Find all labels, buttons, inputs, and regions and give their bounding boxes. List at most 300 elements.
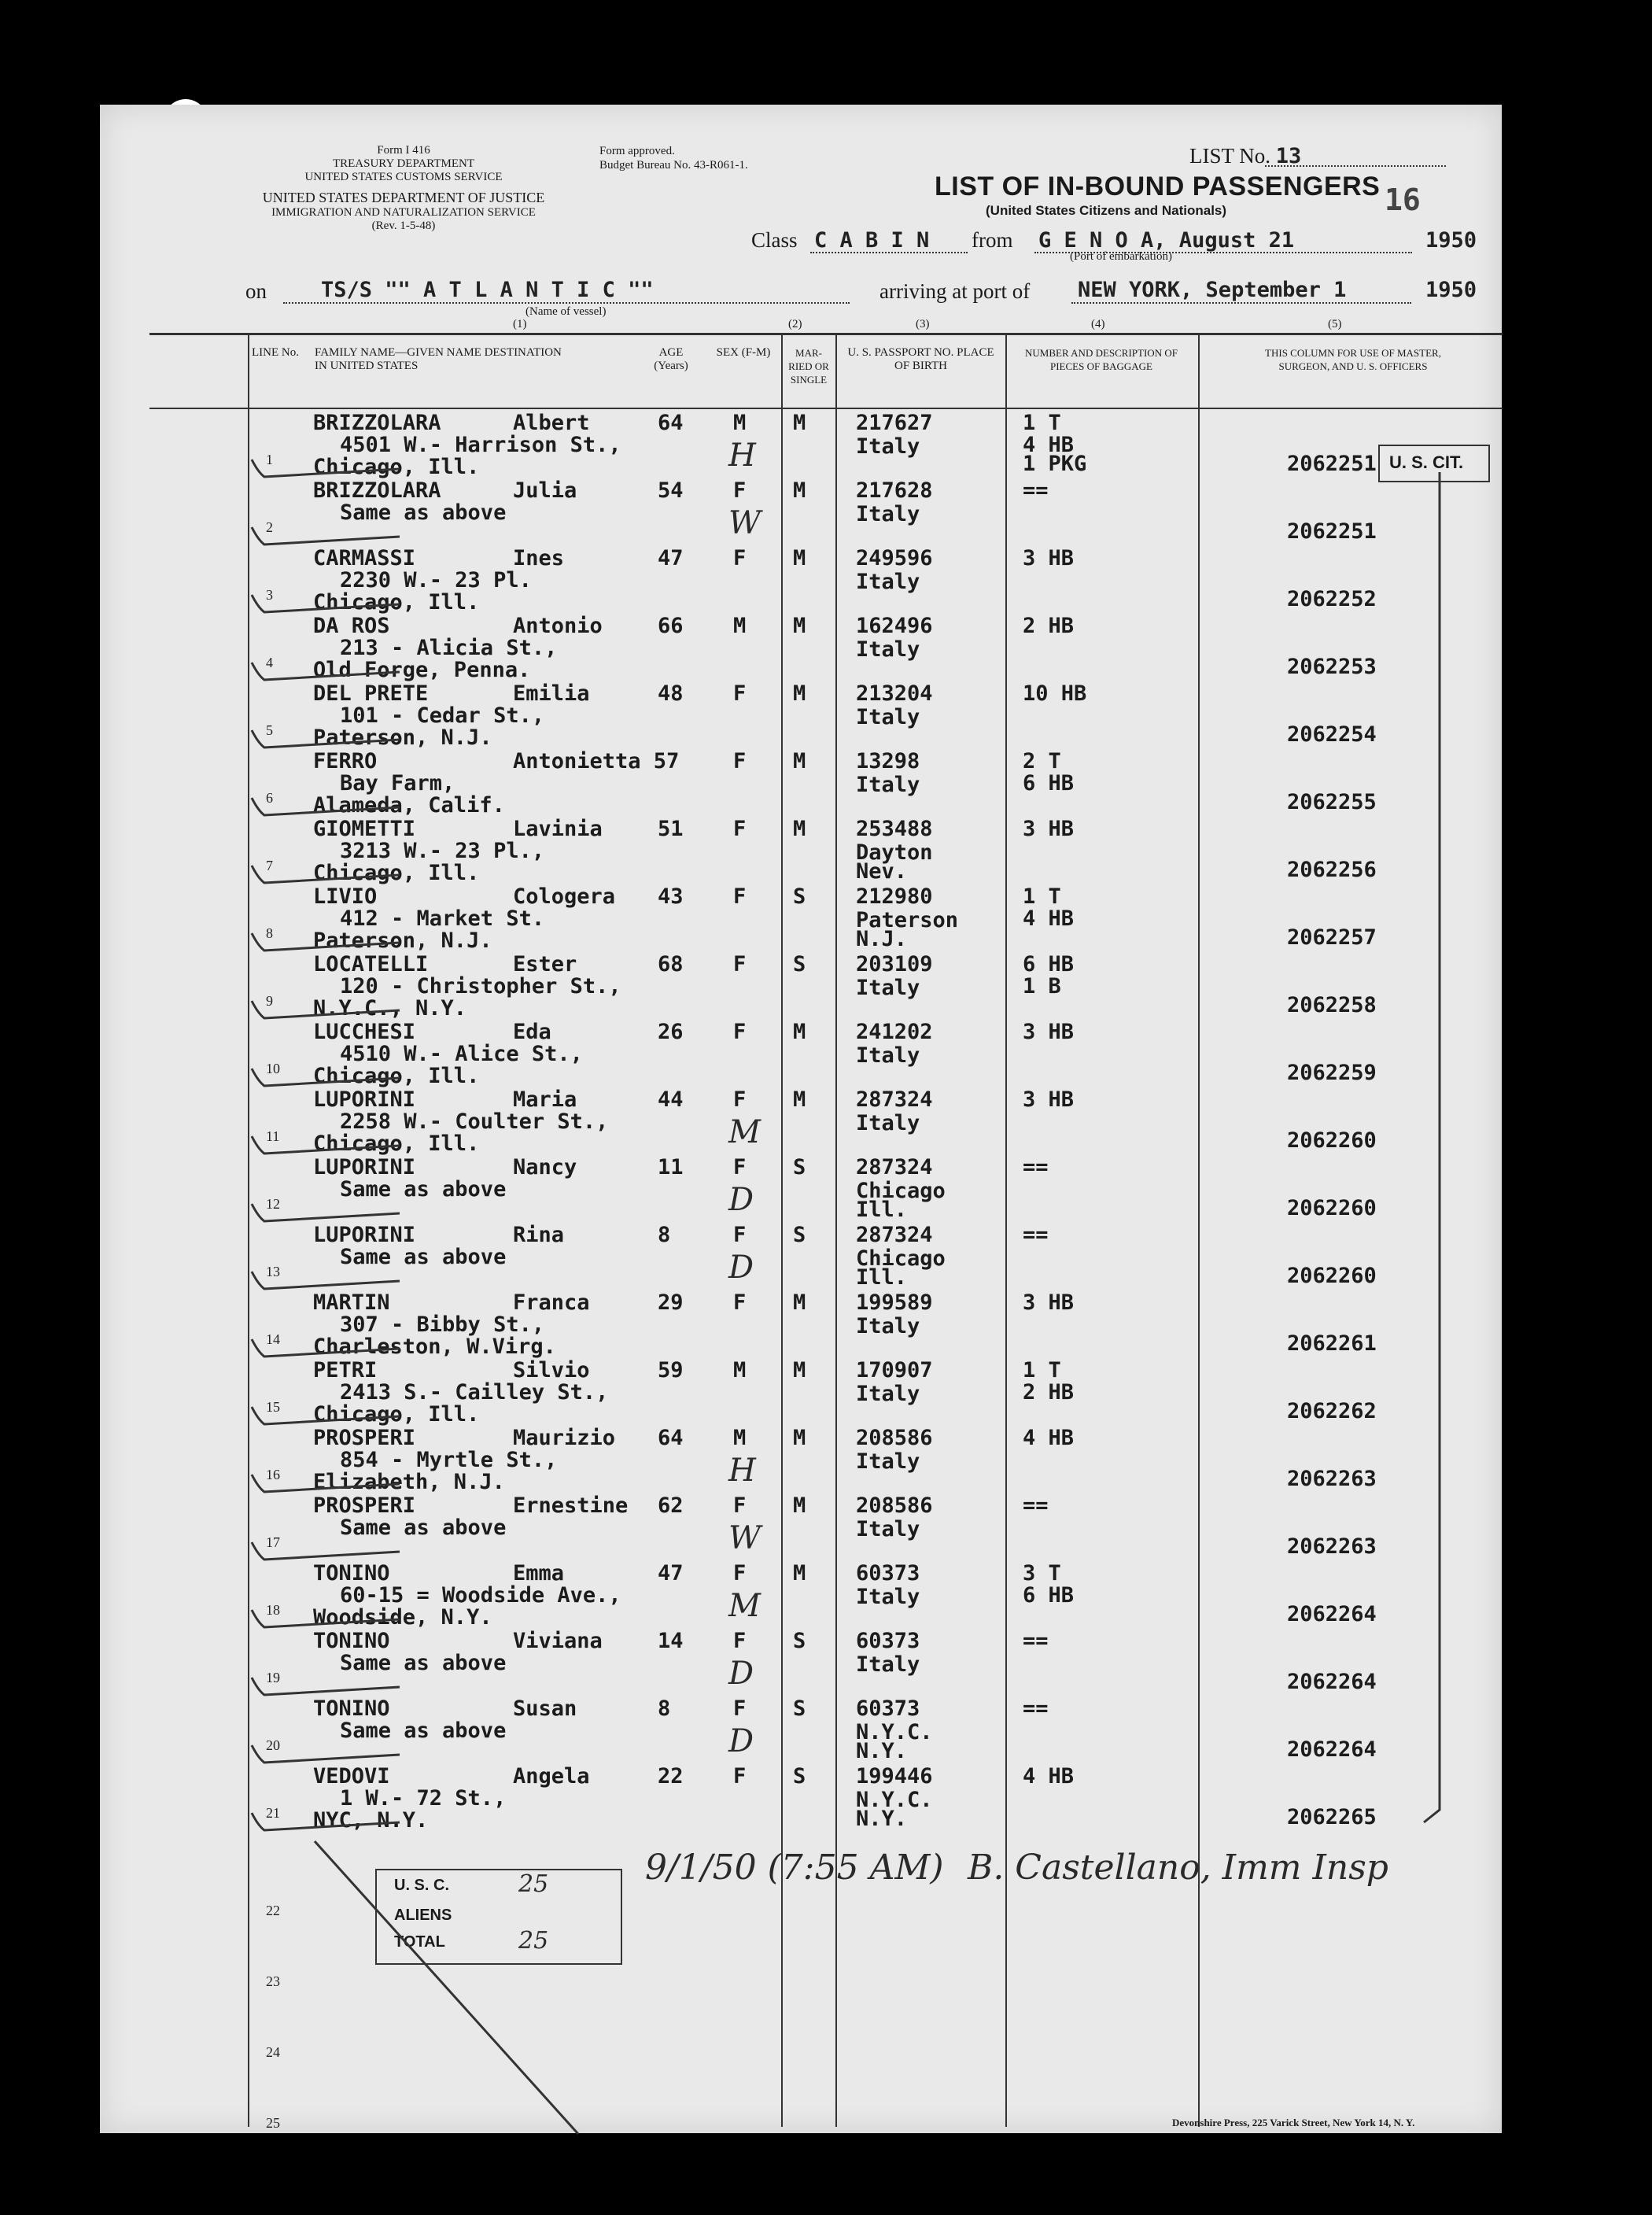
surname: DA ROS	[313, 614, 390, 638]
table-row	[0, 884, 1652, 952]
line-number: 2	[266, 519, 273, 535]
page-number: 16	[1385, 183, 1421, 217]
given-name: Emilia	[513, 681, 590, 706]
place-of-birth: Dayton	[856, 840, 933, 865]
baggage-2: 1 B	[1023, 974, 1061, 999]
surname: LOCATELLI	[313, 952, 429, 976]
officer-number: 2062264	[1287, 1737, 1377, 1762]
marital-status: M	[793, 1290, 806, 1315]
age: 66	[658, 614, 684, 638]
baggage-1: ==	[1023, 1629, 1049, 1653]
surname: LIVIO	[313, 884, 378, 909]
officer-number: 2062263	[1287, 1467, 1377, 1491]
address-line-1: 101 - Cedar St.,	[340, 703, 545, 728]
check-mark-icon	[250, 1058, 407, 1089]
check-mark-icon	[250, 1396, 407, 1427]
surname: BRIZZOLARA	[313, 411, 441, 435]
given-name: Maurizio	[513, 1426, 616, 1450]
address-line-2: Chicago, Ill.	[313, 1131, 480, 1156]
column-number-2: (2)	[788, 318, 802, 330]
place-of-birth-2: N.J.	[856, 927, 908, 951]
sex: M	[733, 1358, 747, 1383]
table-row	[0, 1426, 1652, 1493]
place-of-birth: Chicago	[856, 1179, 946, 1203]
baggage-1: 1 T	[1023, 1358, 1061, 1383]
passport-number: 60373	[856, 1696, 920, 1721]
baggage-1: ==	[1023, 478, 1049, 503]
check-mark-icon	[250, 1734, 407, 1766]
sex: F	[733, 478, 747, 503]
header-married: MAR- RIED OR SINGLE	[788, 347, 829, 386]
baggage-1: 2 HB	[1023, 614, 1075, 638]
age: 26	[658, 1020, 684, 1044]
passport-number: 208586	[856, 1493, 933, 1518]
check-mark-icon	[250, 1193, 407, 1224]
address-line-2: Chicago, Ill.	[313, 1064, 480, 1088]
column-number-4: (4)	[1091, 318, 1105, 330]
check-mark-icon	[250, 1667, 407, 1698]
line-number: 10	[266, 1061, 280, 1076]
passport-number: 170907	[856, 1358, 933, 1383]
class-label: Class	[751, 228, 798, 252]
sex: M	[733, 411, 747, 435]
given-name: Julia	[513, 478, 577, 503]
officer-number: 2062260	[1287, 1264, 1377, 1288]
age: 51	[658, 817, 684, 841]
sex: F	[733, 1087, 747, 1112]
age: 8	[658, 1696, 671, 1721]
baggage-1: ==	[1023, 1223, 1049, 1247]
marital-status: M	[793, 411, 806, 435]
passport-number: 199589	[856, 1290, 933, 1315]
passport-number: 60373	[856, 1629, 920, 1653]
column-number-5: (5)	[1328, 318, 1342, 330]
sex: F	[733, 1155, 747, 1179]
ins-label: IMMIGRATION AND NATURALIZATION SERVICE	[271, 206, 536, 219]
place-of-birth: Paterson	[856, 908, 959, 932]
officer-number: 2062254	[1287, 722, 1377, 747]
officer-number: 2062264	[1287, 1602, 1377, 1626]
address-line-1: 307 - Bibby St.,	[340, 1312, 545, 1337]
header-age: AGE (Years)	[654, 346, 688, 372]
address-line-1: 2230 W.- 23 Pl.	[340, 568, 532, 593]
address-line-2: Alameda, Calif.	[313, 793, 505, 818]
table-row	[0, 1223, 1652, 1290]
address-line-2: Chicago, Ill.	[313, 590, 480, 615]
surname: PETRI	[313, 1358, 378, 1383]
from-label: from	[972, 228, 1013, 252]
surname: FERRO	[313, 749, 378, 773]
usc-label: U. S. C.	[394, 1877, 450, 1894]
total-count: 25	[518, 1927, 549, 1955]
line-number: 7	[266, 858, 273, 873]
stamp-bracket-line	[1416, 472, 1463, 1826]
column-number-3: (3)	[916, 318, 930, 330]
marital-status: M	[793, 546, 806, 570]
sex: M	[733, 1426, 747, 1450]
given-name: Antonio	[513, 614, 603, 638]
us-cit-label: U. S. CIT.	[1389, 452, 1464, 472]
passport-number: 212980	[856, 884, 933, 909]
given-name: Albert	[513, 411, 590, 435]
address-line-1: Same as above	[340, 1651, 507, 1675]
marital-status: M	[793, 1020, 806, 1044]
surname: PROSPERI	[313, 1426, 416, 1450]
marital-status: M	[793, 478, 806, 503]
passport-number: 287324	[856, 1087, 933, 1112]
handwritten-relation: H	[728, 437, 756, 474]
line-number: 15	[266, 1399, 280, 1415]
marital-status: S	[793, 952, 806, 976]
passport-number: 213204	[856, 681, 933, 706]
table-row	[0, 1087, 1652, 1155]
place-of-birth: Italy	[856, 570, 920, 594]
on-label: on	[245, 279, 267, 303]
officer-number: 2062253	[1287, 655, 1377, 679]
line-number: 8	[266, 925, 273, 941]
handwritten-relation: H	[728, 1453, 756, 1489]
sex: F	[733, 681, 747, 706]
age: 8	[658, 1223, 671, 1247]
port-of-embarkation: G E N O A, August 21	[1038, 228, 1295, 253]
surname: GIOMETTI	[313, 817, 416, 841]
sex: M	[733, 614, 747, 638]
form-number: Form I 416	[377, 144, 430, 157]
address-line-1: 2258 W.- Coulter St.,	[340, 1109, 609, 1134]
header-officers: THIS COLUMN FOR USE OF MASTER, SURGEON, AND U. S. OFFICERS	[1265, 347, 1441, 372]
given-name: Angela	[513, 1764, 590, 1789]
check-mark-icon	[250, 1261, 407, 1292]
age: 14	[658, 1629, 684, 1653]
marital-status: M	[793, 681, 806, 706]
given-name: Emma	[513, 1561, 565, 1586]
address-line-1: Bay Farm,	[340, 771, 455, 796]
baggage-1: 10 HB	[1023, 681, 1087, 706]
place-of-birth-2: Ill.	[856, 1198, 908, 1222]
check-mark-icon	[250, 1328, 407, 1360]
address-line-1: Same as above	[340, 500, 507, 525]
given-name: Rina	[513, 1223, 565, 1247]
place-of-birth: Italy	[856, 1652, 920, 1677]
surname: CARMASSI	[313, 546, 416, 570]
baggage-1: 3 HB	[1023, 817, 1075, 841]
check-mark-icon	[250, 652, 407, 683]
place-of-birth: Italy	[856, 1382, 920, 1406]
class-value: C A B I N	[814, 228, 930, 253]
line-number: 12	[266, 1196, 280, 1212]
arrival-port-date: NEW YORK, September 1	[1078, 278, 1347, 302]
place-of-birth: Italy	[856, 1585, 920, 1609]
passport-number: 253488	[856, 817, 933, 841]
baggage-1: 3 HB	[1023, 1087, 1075, 1112]
handwritten-relation: D	[728, 1250, 754, 1286]
sex: F	[733, 546, 747, 570]
officer-number: 2062264	[1287, 1670, 1377, 1694]
passport-number: 208586	[856, 1426, 933, 1450]
line-number: 11	[266, 1128, 280, 1144]
line-number: 21	[266, 1805, 280, 1821]
place-of-birth: Italy	[856, 705, 920, 729]
handwritten-relation: D	[728, 1723, 754, 1759]
rev-date: (Rev. 1-5-48)	[371, 220, 436, 232]
place-of-birth: Italy	[856, 1449, 920, 1474]
officer-number: 2062263	[1287, 1534, 1377, 1559]
vessel-caption: (Name of vessel)	[525, 305, 607, 318]
baggage-1: 3 HB	[1023, 1020, 1075, 1044]
place-of-birth: Italy	[856, 1517, 920, 1541]
line-number: 9	[266, 993, 273, 1009]
passport-number: 217628	[856, 478, 933, 503]
passport-number: 162496	[856, 614, 933, 638]
handwritten-relation: M	[728, 1588, 761, 1624]
check-mark-icon	[250, 990, 407, 1021]
age: 44	[658, 1087, 684, 1112]
table-row	[0, 1493, 1652, 1561]
age: 64	[658, 1426, 684, 1450]
surname: MARTIN	[313, 1290, 390, 1315]
surname: BRIZZOLARA	[313, 478, 441, 503]
age: 47	[658, 1561, 684, 1586]
given-name: Silvio	[513, 1358, 590, 1383]
check-mark-icon	[250, 449, 407, 480]
address-line-1: 2413 S.- Cailley St.,	[340, 1380, 609, 1405]
passport-number: 249596	[856, 546, 933, 570]
baggage-1: 3 T	[1023, 1561, 1061, 1586]
baggage-2: 4 HB	[1023, 906, 1075, 931]
baggage-1: 1 T	[1023, 411, 1061, 435]
passport-number: 287324	[856, 1155, 933, 1179]
check-mark-icon	[250, 1531, 407, 1563]
officer-number: 2062257	[1287, 925, 1377, 950]
age: 11	[658, 1155, 684, 1179]
given-name: Nancy	[513, 1155, 577, 1179]
place-of-birth: Chicago	[856, 1246, 946, 1271]
address-line-2: N.Y.C., N.Y.	[313, 996, 467, 1021]
address-line-1: 4501 W.- Harrison St.,	[340, 433, 621, 457]
table-row	[0, 1696, 1652, 1764]
sex: F	[733, 952, 747, 976]
line-number: 19	[266, 1670, 280, 1685]
surname: TONINO	[313, 1629, 390, 1653]
line-number: 3	[266, 587, 273, 603]
officer-number: 2062256	[1287, 858, 1377, 882]
age: 64	[658, 411, 684, 435]
column-number-1: (1)	[513, 318, 527, 330]
marital-status: S	[793, 1764, 806, 1789]
check-mark-icon	[250, 787, 407, 818]
surname: LUPORINI	[313, 1087, 416, 1112]
age: 68	[658, 952, 684, 976]
check-mark-icon	[250, 855, 407, 886]
line-number: 1	[266, 452, 273, 467]
officer-number: 2062252	[1287, 587, 1377, 611]
check-mark-icon	[250, 1599, 407, 1630]
place-of-birth: Italy	[856, 976, 920, 1000]
header-passport: U. S. PASSPORT NO. PLACE OF BIRTH	[847, 346, 994, 372]
check-mark-icon	[250, 922, 407, 954]
justice-dept: UNITED STATES DEPARTMENT OF JUSTICE	[262, 190, 545, 205]
empty-line-number: 24	[266, 2044, 280, 2060]
line-number: 5	[266, 722, 273, 738]
header-baggage: NUMBER AND DESCRIPTION OF PIECES OF BAGGAGE	[1025, 347, 1178, 372]
marital-status: M	[793, 1358, 806, 1383]
baggage-1: ==	[1023, 1696, 1049, 1721]
unused-lines-strike	[307, 1826, 590, 2140]
sex: F	[733, 1493, 747, 1518]
arriving-label: arriving at port of	[879, 279, 1031, 303]
officer-number: 2062260	[1287, 1128, 1377, 1153]
sex: F	[733, 749, 747, 773]
given-name: Cologera	[513, 884, 616, 909]
inspector-signature: B. Castellano, Imm Insp	[968, 1848, 1388, 1888]
address-line-2: Elizabeth, N.J.	[313, 1470, 505, 1494]
given-name: Ester	[513, 952, 577, 976]
officer-number: 2062251	[1287, 452, 1377, 476]
place-of-birth-2: N.Y.	[856, 1739, 908, 1763]
baggage-2: 6 HB	[1023, 1583, 1075, 1608]
address-line-2: Paterson, N.J.	[313, 725, 492, 750]
passport-number: 60373	[856, 1561, 920, 1586]
given-name: Antonietta 57	[513, 749, 680, 773]
place-of-birth: Italy	[856, 1314, 920, 1338]
line-number: 4	[266, 655, 273, 670]
sex: F	[733, 1561, 747, 1586]
officer-number: 2062251	[1287, 519, 1377, 544]
address-line-1: Same as above	[340, 1515, 507, 1540]
officer-number: 2062255	[1287, 790, 1377, 814]
officer-number: 2062259	[1287, 1061, 1377, 1085]
age: 47	[658, 546, 684, 570]
given-name: Lavinia	[513, 817, 603, 841]
budget-bureau: Budget Bureau No. 43-R061-1.	[599, 159, 748, 172]
address-line-1: 412 - Market St.	[340, 906, 545, 931]
passport-number: 199446	[856, 1764, 933, 1789]
marital-status: S	[793, 1629, 806, 1653]
marital-status: S	[793, 1155, 806, 1179]
empty-line-number: 23	[266, 1973, 280, 1989]
officer-number: 2062260	[1287, 1196, 1377, 1220]
list-number: 13	[1275, 144, 1302, 168]
address-line-2: Chicago, Ill.	[313, 1402, 480, 1427]
address-line-2: Charleston, W.Virg.	[313, 1335, 556, 1359]
sex: F	[733, 1629, 747, 1653]
place-of-birth: N.Y.C.	[856, 1720, 933, 1744]
surname: TONINO	[313, 1561, 390, 1586]
place-of-birth-2: Ill.	[856, 1265, 908, 1290]
passport-number: 217627	[856, 411, 933, 435]
line-number: 14	[266, 1331, 280, 1347]
table-row	[0, 1629, 1652, 1696]
vessel-name: TS/S "" A T L A N T I C ""	[321, 278, 654, 302]
form-header-left	[246, 144, 561, 233]
place-of-birth: Italy	[856, 434, 920, 459]
line-number: 16	[266, 1467, 280, 1482]
baggage-1: 4 HB	[1023, 1764, 1075, 1789]
age: 48	[658, 681, 684, 706]
sex: F	[733, 1020, 747, 1044]
officer-number: 2062262	[1287, 1399, 1377, 1423]
table-row	[0, 478, 1652, 546]
table-row	[0, 681, 1652, 749]
passport-number: 287324	[856, 1223, 933, 1247]
table-row	[0, 1358, 1652, 1426]
surname: PROSPERI	[313, 1493, 416, 1518]
passport-number: 13298	[856, 749, 920, 773]
check-mark-icon	[250, 719, 407, 751]
document-title: LIST OF IN-BOUND PASSENGERS	[935, 172, 1381, 201]
address-line-1: Same as above	[340, 1245, 507, 1269]
address-line-1: 213 - Alicia St.,	[340, 636, 558, 660]
address-line-1: 3213 W.- 23 Pl.,	[340, 839, 545, 863]
embark-year: 1950	[1425, 228, 1477, 253]
handwritten-relation: M	[728, 1114, 761, 1150]
address-line-1: 1 W.- 72 St.,	[340, 1786, 507, 1811]
place-of-birth: Italy	[856, 1043, 920, 1068]
list-label: LIST No.	[1189, 144, 1271, 168]
address-line-2: Chicago, Ill.	[313, 455, 480, 479]
place-of-birth: Italy	[856, 773, 920, 797]
given-name: Maria	[513, 1087, 577, 1112]
given-name: Eda	[513, 1020, 551, 1044]
surname: LUCCHESI	[313, 1020, 416, 1044]
surname: DEL PRETE	[313, 681, 429, 706]
approved-label: Form approved.	[599, 145, 675, 157]
given-name: Susan	[513, 1696, 577, 1721]
total-label: TOTAL	[394, 1933, 445, 1951]
baggage-3: 1 PKG	[1023, 452, 1087, 476]
address-line-2: NYC, N.Y.	[313, 1808, 429, 1833]
table-row	[0, 817, 1652, 884]
empty-line-number: 25	[266, 2115, 280, 2131]
place-of-birth-2: Nev.	[856, 859, 908, 884]
passport-number: 203109	[856, 952, 933, 976]
marital-status: S	[793, 1223, 806, 1247]
baggage-1: 2 T	[1023, 749, 1061, 773]
table-header-border	[149, 408, 1503, 409]
line-number: 20	[266, 1737, 280, 1753]
table-row	[0, 614, 1652, 681]
address-line-1: 120 - Christopher St.,	[340, 974, 621, 999]
address-line-2: Woodside, N.Y.	[313, 1605, 492, 1630]
address-line-2: Paterson, N.J.	[313, 928, 492, 953]
age: 59	[658, 1358, 684, 1383]
place-of-birth: N.Y.C.	[856, 1788, 933, 1812]
table-row	[0, 1290, 1652, 1358]
check-mark-icon	[250, 1125, 407, 1157]
header-sex: SEX (F-M)	[716, 346, 771, 359]
handwritten-relation: D	[728, 1182, 754, 1218]
handwritten-relation: W	[728, 1520, 761, 1556]
check-mark-icon	[250, 584, 407, 615]
sex: F	[733, 817, 747, 841]
baggage-2: 2 HB	[1023, 1380, 1075, 1405]
address-line-2: Chicago, Ill.	[313, 861, 480, 885]
given-name: Franca	[513, 1290, 590, 1315]
table-row	[0, 546, 1652, 614]
table-row	[0, 749, 1652, 817]
table-row	[0, 1561, 1652, 1629]
place-of-birth: Italy	[856, 502, 920, 526]
line-number: 18	[266, 1602, 280, 1618]
surname: LUPORINI	[313, 1155, 416, 1179]
surname: VEDOVI	[313, 1764, 390, 1789]
check-mark-icon	[250, 1464, 407, 1495]
baggage-1: ==	[1023, 1155, 1049, 1179]
table-row	[0, 1764, 1652, 1832]
inspection-date: 9/1/50 (7:55 AM)	[645, 1848, 944, 1888]
age: 22	[658, 1764, 684, 1789]
place-of-birth: Italy	[856, 1111, 920, 1135]
